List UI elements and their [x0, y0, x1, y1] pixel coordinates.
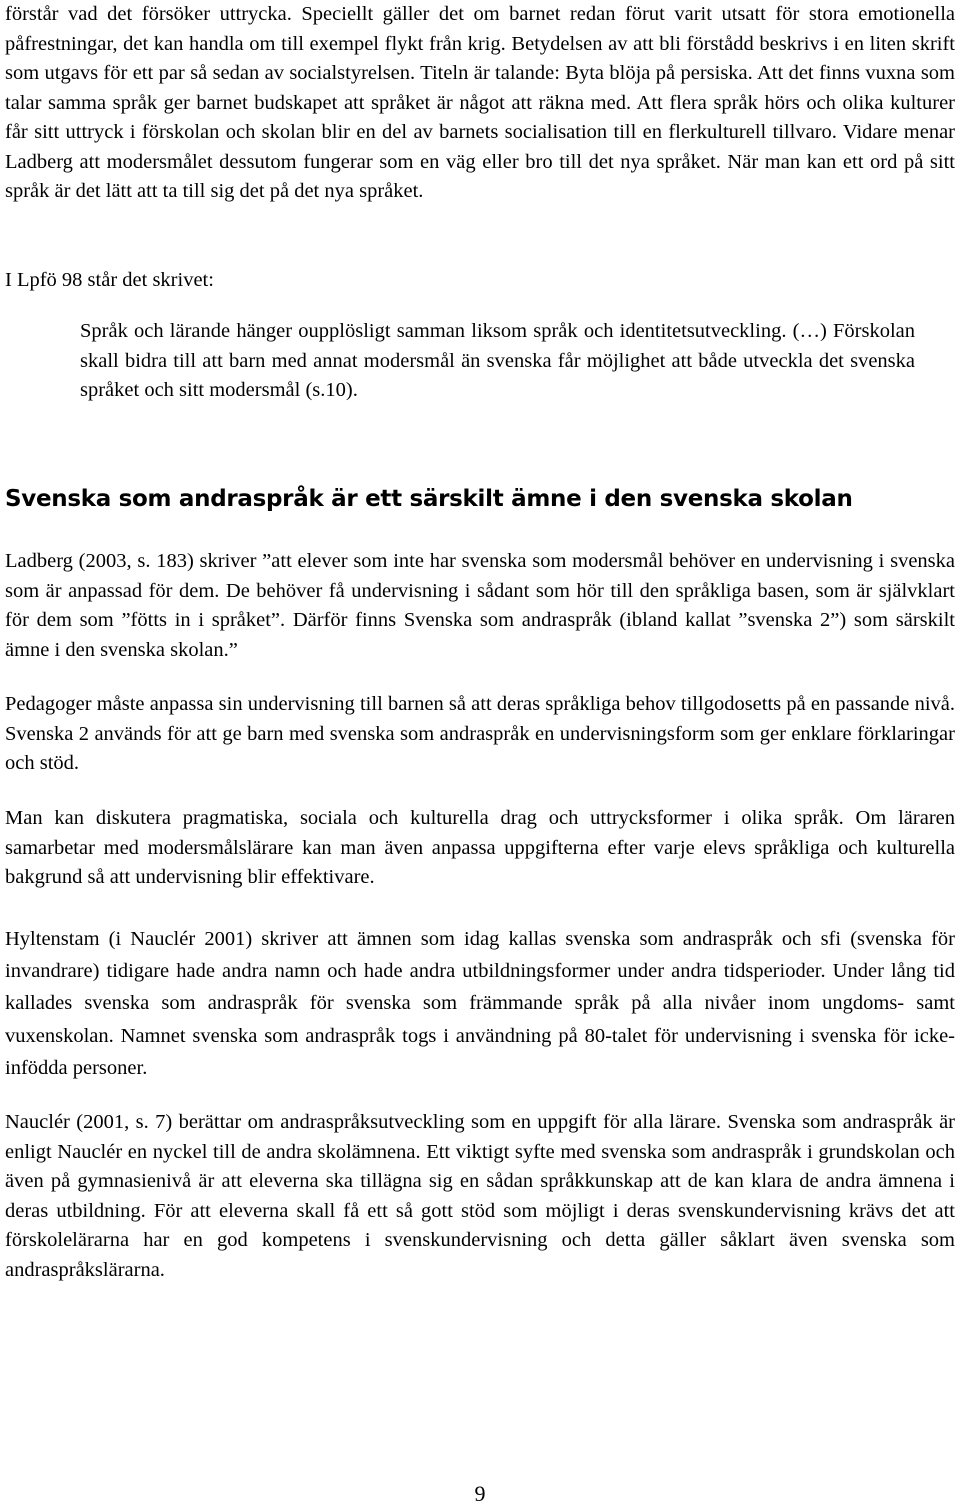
document-page: [5, 0, 955, 1509]
body-paragraph: Hyltenstam (i Nauclér 2001) skriver att ämnen som idag kallas svenska som andraspråk och sfi (svenska för invandrare) tidigare hade andra namn och hade andra utbildningsformer under andra tidsperioder. Under lång tid kallades svenska som andraspråk för svenska som främmande språk på alla nivåer inom ungdoms- samt vuxenskolan. Namnet svenska som andraspråk togs i användning på 80-talet för undervisning i svenska för icke-infödda personer.: [5, 928, 955, 1079]
body-paragraph: Nauclér (2001, s. 7) berättar om andraspråksutveckling som en uppgift för alla lärare. Svenska som andraspråk är enligt Nauclér en nyckel till de andra skolämnena. Ett viktigt syfte med svenska som andraspråk i grundskolan och även på gymnasienivå är att eleverna ska tillägna sig en sådan språkkunskap att de kan klara de andra ämnena i deras utbildning. För att eleverna skall få ett så gott stöd som möjligt i deras svenskundervisning krävs det att förskolelärarna har en god kompetens i svenskundervisning och detta gäller såklart även svenska som andraspråkslärarna.: [5, 1111, 955, 1281]
body-paragraph: [5, 0, 955, 207]
body-paragraph: Man kan diskutera pragmatiska, sociala och kulturella drag och uttrycksformer i olika språk. Om läraren samarbetar med modersmålslärare kan man även anpassa uppgifterna efter varje elevs språkliga och kulturella bakgrund så att undervisning blir effektivare.: [5, 807, 955, 888]
body-paragraph: Pedagoger måste anpassa sin undervisning till barnen så att deras språkliga behov tillgodosetts på en passande nivå. Svenska 2 används för att ge barn med svenska som andraspråk en undervisningsform som ger enklare förklaringar och stöd.: [5, 693, 955, 774]
body-paragraph: Ladberg (2003, s. 183) skriver ”att elever som inte har svenska som modersmål behöver en undervisning i svenska som är anpassad för dem. De behöver få undervisning i sådant som hör till den språkliga basen, som är självklart för dem som ”fötts in i språket”. Därför finns Svenska som andraspråk (ibland kallat ”svenska 2”) som särskilt ämne i den svenska skolan.”: [5, 550, 955, 661]
page-number: 9: [474, 1481, 486, 1506]
section-heading: Svenska som andraspråk är ett särskilt ämne i den svenska skolan: [5, 486, 853, 512]
paragraph-serif-segment: förstår vad det försöker uttrycka. Speciellt gäller det om barnet redan förut varit utsatt för stora emotionella påfrestningar, det kan handla om till exempel flykt från krig. Betydelsen av att bli förstådd beskrivs i en liten skrift som utgavs för ett par så sedan av socialstyrelsen. Titeln är talande: Byta blöja på persiska. Att det finns vuxna som talar samma språk ger barnet budskapet att språket är något att räkna med. Att flera språk hörs och olika kulturer får sitt uttryck i förskolan och skolan blir en del av barnets socialisation till en flerkulturell tillvaro. Vidare menar Ladberg att modersmålet dessutom fungerar som en väg eller bro till det nya språket. När man kan ett ord på sitt språk är det lätt att ta till sig det på det nya språket.: [5, 3, 955, 202]
body-paragraph: I Lpfö 98 står det skrivet:: [5, 269, 214, 291]
block-quote: Språk och lärande hänger oupplösligt samman liksom språk och identitetsutveckling. (…) Förskolan skall bidra till att barn med annat modersmål än svenska får möjlighet att både utveckla det svenska språket och sitt modersmål (s.10).: [80, 320, 915, 401]
